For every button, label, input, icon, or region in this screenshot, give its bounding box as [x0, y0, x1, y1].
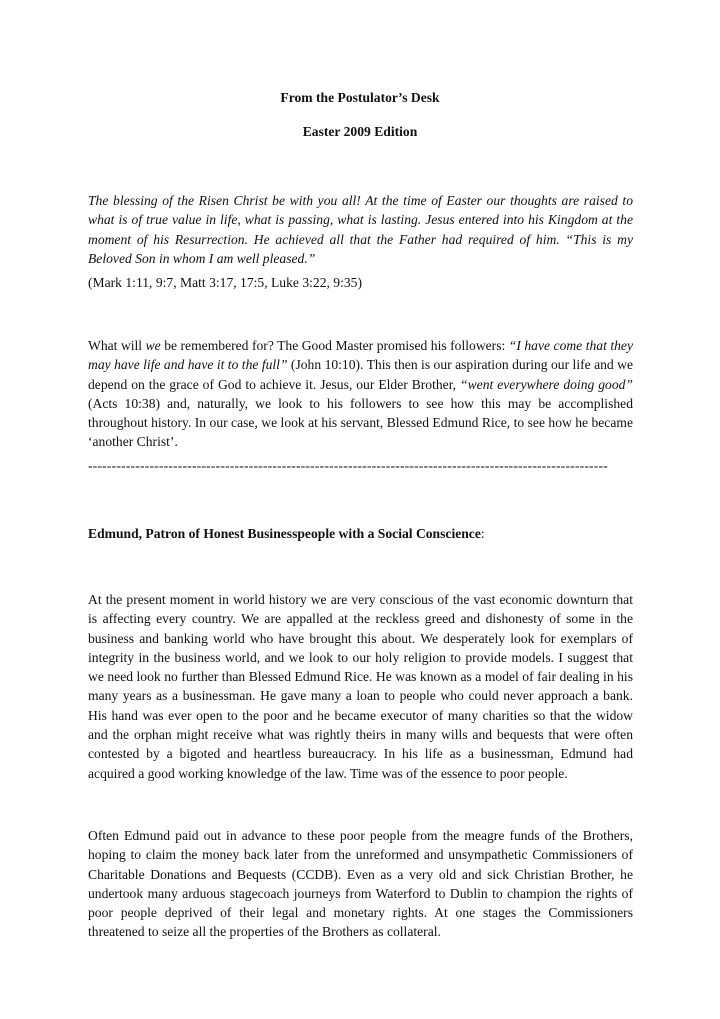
section-heading: [88, 524, 633, 543]
quote-john: “I have come that they may have life and have it to the full”: [88, 338, 634, 373]
emphasis-we: we: [145, 338, 161, 353]
remembered-paragraph: [88, 336, 633, 452]
remembered-text-2: be remembered for? The Good Master promised his followers:: [160, 338, 509, 353]
section-heading-text: Edmund, Patron of Honest Businesspeople with a Social Conscience: [88, 526, 481, 541]
section-separator: --------------------------------------------------------------------------------------------------------------: [88, 458, 608, 473]
remembered-text-1: What will: [88, 338, 146, 353]
economic-downturn-paragraph: At the present moment in world history we are very conscious of the vast economic downturn that is affecting every country. We are appalled at the reckless greed and dishonesty of some in the business and banking world who have brought this about. We desperately look for exemplars of integrity in the business world, and we look to our holy religion to provide models. I suggest that we need look no further than Blessed Edmund Rice. He was known as a model of fair dealing in his many years as a businessman. He gave many a loan to people who could never approach a bank. His hand was ever open to the poor and he became executor of many charities so that the widow and the orphan might receive what was rightly theirs in many wills and bequests that were often contested by a bigoted and heartless bureaucracy. In his life as a businessman, Edmund had acquired a good working knowledge of the law. Time was of the essence to poor people.: [88, 592, 633, 781]
section-heading-colon: :: [480, 526, 485, 541]
remembered-text-4: (Acts 10:38) and, naturally, we look to his followers to see how this may be accomplished throughout history. In our case, we look at his servant, Blessed Edmund Rice, to see how he became ‘another Christ’.: [88, 395, 633, 450]
document-title: From the Postulator’s Desk: [280, 90, 440, 105]
advance-payments-paragraph: Often Edmund paid out in advance to these poor people from the meagre funds of the Brothers, hoping to claim the money back later from the unreformed and unsympathetic Commissioners of Charitable Donations and Bequests (CCDB). Even as a very old and sick Christian Brother, he undertook many arduous stagecoach journeys from Waterford to Dublin to champion the rights of poor people deprived of their legal and monetary rights. At one stages the Commissioners threatened to seize all the properties of the Brothers as collateral.: [88, 828, 633, 940]
blessing-paragraph: The blessing of the Risen Christ be with you all! At the time of Easter our thoughts are raised to what is of true value in life, what is passing, what is lasting. Jesus entered into his Kingdom at the moment of his Resurrection. He achieved all that the Father had required of him. “This is my Beloved Son in whom I am well pleased.”: [88, 193, 633, 266]
edition-subtitle: Easter 2009 Edition: [302, 124, 418, 139]
scripture-references: (Mark 1:11, 9:7, Matt 3:17, 17:5, Luke 3:22, 9:35): [88, 275, 362, 290]
remembered-text-3: (John 10:10). This then is our aspiration during our life and we depend on the grace of God to achieve it. Jesus, our Elder Brother,: [88, 357, 633, 392]
quote-acts: “went everywhere doing good”: [460, 376, 633, 392]
